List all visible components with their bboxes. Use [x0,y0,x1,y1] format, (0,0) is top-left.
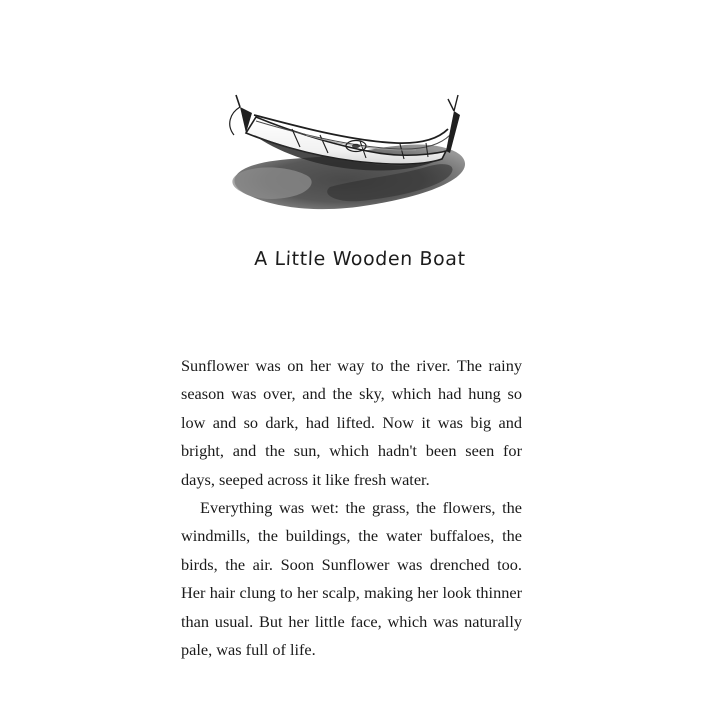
body-text [181,352,522,664]
chapter-title: A Little Wooden Boat [253,248,467,270]
wooden-boat-ink-illustration [210,55,510,230]
paragraph: Everything was wet: the grass, the flowers, the windmills, the buildings, the water buffaloes, the birds, the air. Soon Sunflower was drenched too. Her hair clung to her scalp, making her look thinner than usual. But her little face, which was naturally pale, was full of life. [181,498,522,660]
boat-shape [230,95,460,171]
paragraph: Sunflower was on her way to the river. The rainy season was over, and the sky, which had hung so low and so dark, had lifted. Now it was big and bright, and the sun, which hadn't been seen for days, seeped across it like fresh water. [181,356,522,489]
